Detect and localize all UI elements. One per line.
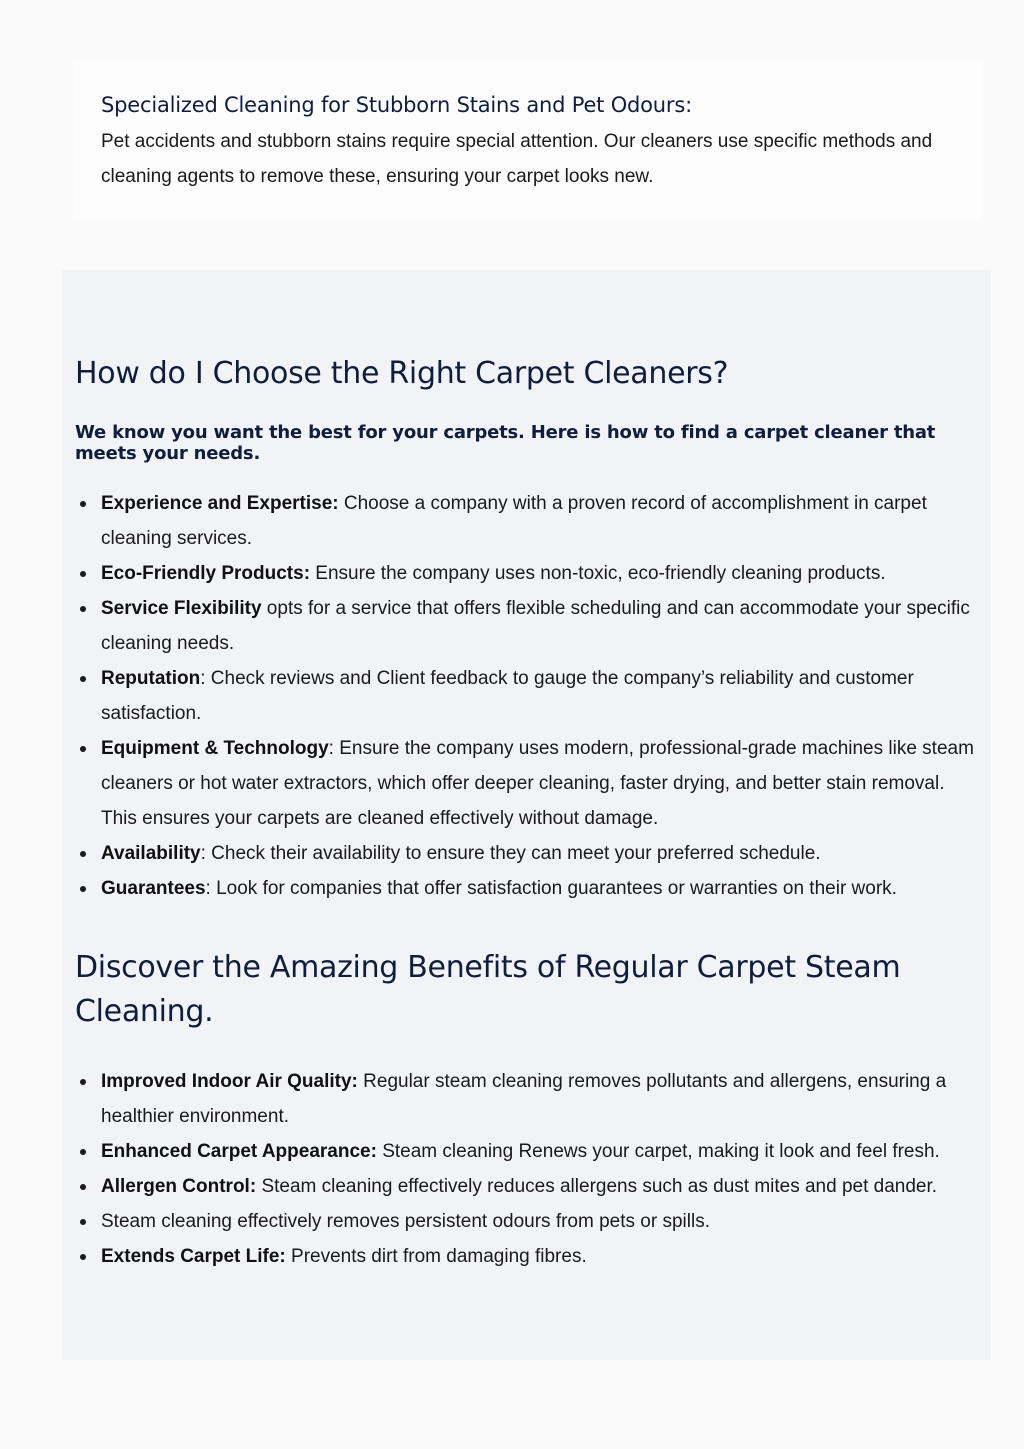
bullet-icon [80,746,86,752]
list-item [101,486,977,556]
list-item [101,556,977,591]
stain-cleaning-card [73,62,981,220]
item-label: Experience and Expertise: [101,493,339,514]
bullet-icon [80,606,86,612]
item-label: Equipment & Technology [101,738,329,759]
item-text: : Check reviews and Client feedback to gauge the company’s reliability and customer satisfaction. [101,668,914,724]
choose-heading: How do I Choose the Right Carpet Cleaners? [75,356,729,391]
benefits-heading: Discover the Amazing Benefits of Regular Carpet Steam Cleaning. [75,950,901,1029]
item-text: : Ensure the company uses modern, professional-grade machines like steam cleaners or hot water extractors, which offer deeper cleaning, faster drying, and better stain removal. This ensures your carpets are cleaned effectively without damage. [101,738,974,829]
list-item [101,1064,977,1134]
bullet-icon [80,851,86,857]
item-text: Choose a company with a proven record of accomplishment in carpet cleaning services. [101,493,927,549]
item-label: Allergen Control: [101,1176,257,1197]
item-label: Enhanced Carpet Appearance: [101,1141,377,1162]
bullet-icon [80,886,86,892]
bullet-icon [80,676,86,682]
bullet-icon [80,1254,86,1260]
bullet-icon [80,1219,86,1225]
item-text: Prevents dirt from damaging fibres. [285,1246,587,1267]
item-label: Improved Indoor Air Quality: [101,1071,358,1092]
choose-section [62,270,991,1360]
item-text: Regular steam cleaning removes pollutants and allergens, ensuring a healthier environment. [101,1071,947,1127]
bullet-icon [80,1079,86,1085]
list-item [101,1169,977,1204]
list-item [101,731,977,836]
bullet-icon [80,571,86,577]
choose-subheading: We know you want the best for your carpets. Here is how to find a carpet cleaner that meets your needs. [75,422,936,464]
list-item [101,591,977,661]
bullet-icon [80,501,86,507]
item-label: Extends Carpet Life: [101,1246,286,1267]
list-item [101,871,977,906]
item-text: : Check their availability to ensure they can meet your preferred schedule. [200,843,821,864]
list-item [101,1134,977,1169]
list-item [101,661,977,731]
bullet-icon [80,1149,86,1155]
choose-list [75,486,977,906]
item-label: Guarantees [101,878,206,899]
item-label: Eco-Friendly Products: [101,563,311,584]
card-title: Specialized Cleaning for Stubborn Stains and Pet Odours: [101,93,692,117]
item-text: Ensure the company uses non-toxic, eco-friendly cleaning products. [310,563,886,584]
item-text: Steam cleaning effectively reduces allergens such as dust mites and pet dander. [256,1176,938,1197]
item-text: : Look for companies that offer satisfaction guarantees or warranties on their work. [205,878,897,899]
item-text: opts for a service that offers flexible scheduling and can accommodate your specific cleaning needs. [101,598,970,654]
card-text: Pet accidents and stubborn stains require special attention. Our cleaners use specific methods and cleaning agents to remove these, ensuring your carpet looks new. [101,131,933,187]
item-label: Reputation [101,668,201,689]
benefits-list [75,1064,977,1274]
item-text: Steam cleaning Renews your carpet, making it look and feel fresh. [376,1141,940,1162]
list-item [101,836,977,871]
item-text: Steam cleaning effectively removes persistent odours from pets or spills. [101,1211,710,1232]
bullet-icon [80,1184,86,1190]
list-item [101,1204,977,1239]
item-label: Availability [101,843,201,864]
list-item [101,1239,977,1274]
item-label: Service Flexibility [101,598,262,619]
